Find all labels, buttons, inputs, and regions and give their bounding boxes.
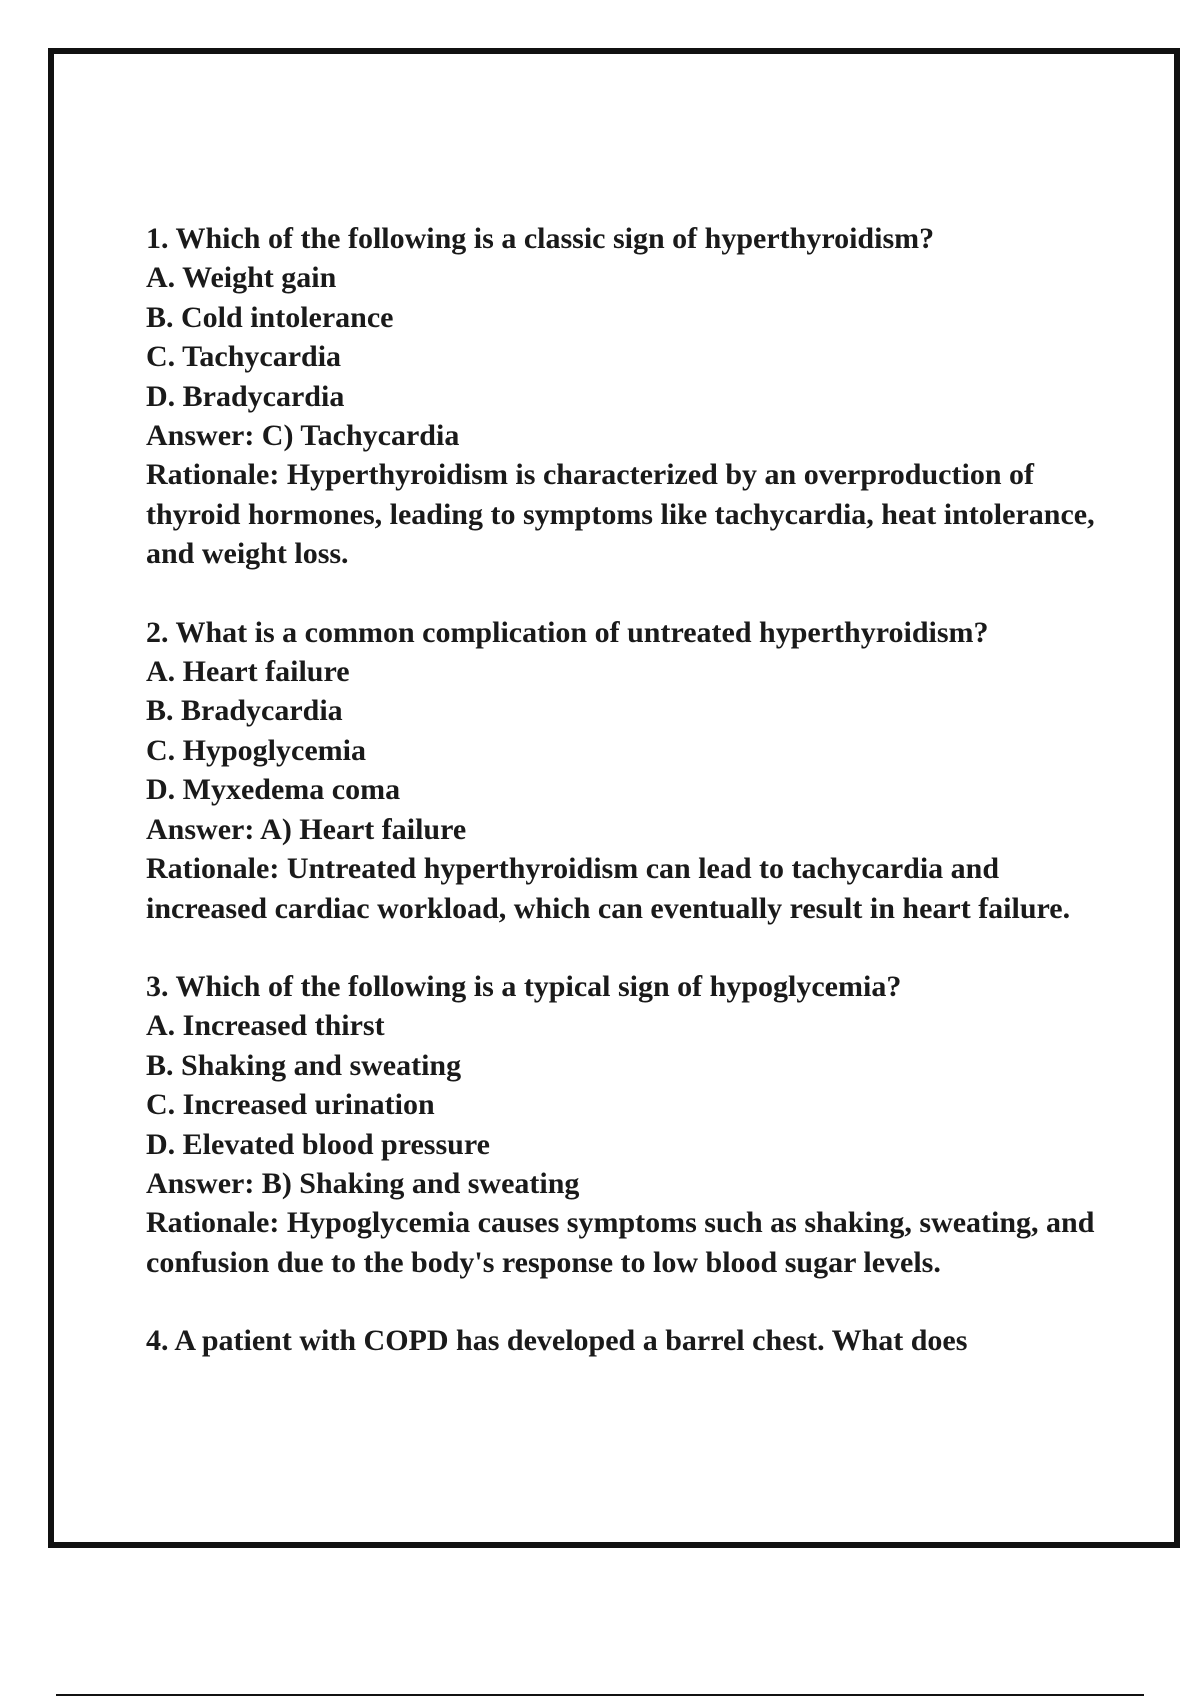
question-1	[146, 219, 1096, 574]
option-d: D. Bradycardia	[146, 379, 345, 413]
option-d: D. Myxedema coma	[146, 773, 401, 807]
option-a: A. Heart failure	[146, 655, 350, 689]
option-a: A. Weight gain	[146, 261, 337, 295]
answer: Answer: C) Tachycardia	[146, 419, 460, 453]
question-4	[146, 1321, 1096, 1360]
option-b: B. Cold intolerance	[146, 300, 394, 334]
option-c: C. Hypoglycemia	[146, 733, 366, 767]
rationale: Rationale: Hyperthyroidism is characterized by an overproduction of thyroid hormones, leading to symptoms like tachycardia, heat intolerance, and weight loss.	[146, 458, 1095, 571]
footer-divider	[56, 1694, 1144, 1696]
question-stem: 2. What is a common complication of untreated hyperthyroidism?	[146, 615, 989, 649]
rationale: Rationale: Untreated hyperthyroidism can lead to tachycardia and increased cardiac workload, which can eventually result in heart failure.	[146, 852, 1071, 925]
option-c: C. Tachycardia	[146, 340, 342, 374]
question-3	[146, 967, 1096, 1282]
option-b: B. Bradycardia	[146, 694, 343, 728]
answer: Answer: A) Heart failure	[146, 812, 467, 846]
question-2	[146, 613, 1096, 928]
option-c: C. Increased urination	[146, 1088, 435, 1122]
question-stem: 1. Which of the following is a classic sign of hyperthyroidism?	[146, 222, 935, 255]
option-d: D. Elevated blood pressure	[146, 1127, 490, 1161]
question-stem: 3. Which of the following is a typical sign of hypoglycemia?	[146, 969, 902, 1003]
option-a: A. Increased thirst	[146, 1009, 385, 1043]
answer: Answer: B) Shaking and sweating	[146, 1166, 580, 1200]
option-b: B. Shaking and sweating	[146, 1048, 462, 1082]
question-stem: 4. A patient with COPD has developed a barrel chest. What does	[146, 1324, 968, 1358]
rationale: Rationale: Hypoglycemia causes symptoms such as shaking, sweating, and confusion due to the body's response to low blood sugar levels.	[146, 1206, 1095, 1279]
question-list	[146, 219, 1096, 1400]
